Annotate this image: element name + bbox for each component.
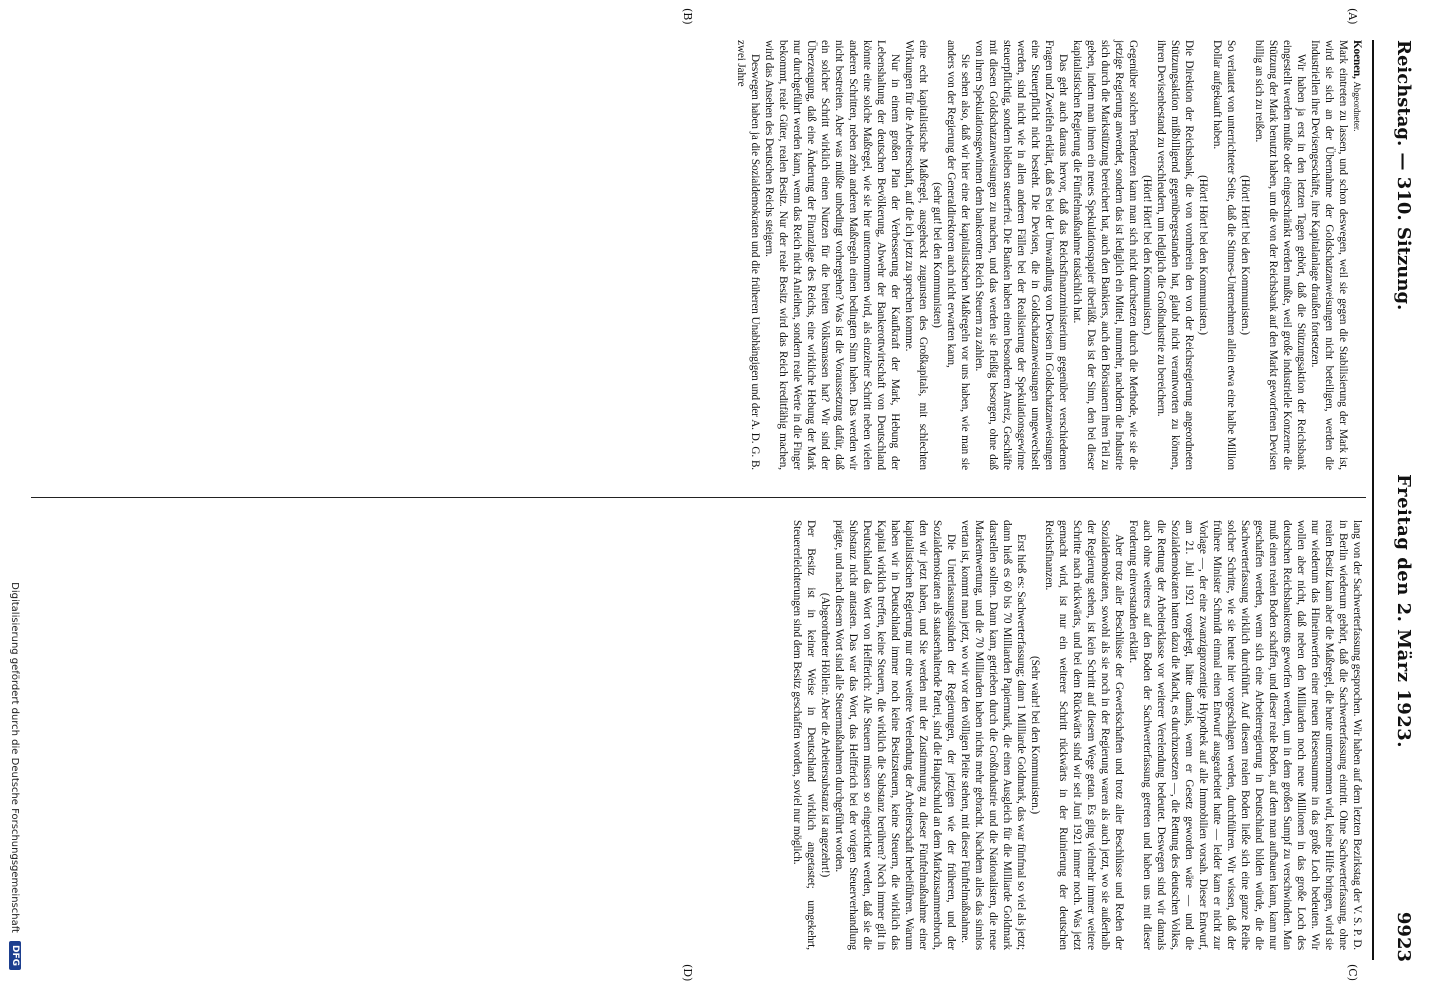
paragraph: Der Besitz ist in keiner Weise in Deutschland wirklich angetastet; umgekehrt, Steuererleichterungen sind dem Besitz geschaffen worden, soviel nur möglich. xyxy=(791,520,817,950)
paragraph: Die Unterlassungssünden der Regierungen, der jetzigen wie der früheren, und der Sozialdemokraten als staatserhaltende Partei, sind die Hauptschuld an dem Markzusammenbruch, den wir jetzt haben, und Sie werden mit der Zustimmung zu dieser Fünftelmaßnahme einer kapitalistischen Regierung nur eine weitere Verelendung der Arbeiterschaft herbeiführen. Warum haben wir in Deutschland immer noch keine Besitzsteuern, keine Steuern, die wirklich das Kapital wirklich treffen, keine Steuern, die wirklich die Substanz berühren? Noch immer gilt in Deutschland das Wort von Helfferich: Alle Steuern müssen so eingerichtet werden, daß sie die Substanz nicht antasten. Das war das Wort, das Helfferich bei der vorigen Steuerverhandlung prägte, und nach diesem Wort sind alle Steuermaßnahmen durchgeführt worden. xyxy=(833,520,957,950)
paragraph: Sie sehen also, daß wir hier eine der kapitalistischen Maßregeln vor uns haben, wie man sie anders von der Regierung der Generaldirektoren auch nicht erwarten kann, xyxy=(945,40,971,470)
paragraph: Die Direktion der Reichsbank, die von vornherein den von der Reichsregierung angeordneten Stützungsaktion mißbilligend gegenübergestanden hat, glaubt nicht verantworten zu können, ihren Devisenbestand zu verschleudern, um lediglich die Großindustrie zu bereichern. xyxy=(1155,40,1195,470)
dfg-logo: DFG xyxy=(9,941,21,970)
interjection: (Hört! Hört! bei den Kommunisten.) xyxy=(1197,175,1209,335)
page-number: 9923 xyxy=(1393,911,1415,962)
page-header xyxy=(1374,0,1434,1000)
header-date: Freitag den 2. März 1923. xyxy=(1393,474,1415,749)
credit-text: Digitalisierung gefördert durch die Deutsche Forschungsgemeinschaft xyxy=(9,582,21,933)
margin-marker-d: (D) xyxy=(681,964,694,982)
margin-marker-c: (C) xyxy=(1346,964,1359,981)
interjection: (Hört! Hört! bei den Kommunisten.) xyxy=(1141,175,1153,335)
paragraph: eine echt kapitalistische Maßregel, ausgeheckt zugunsten des Großkapitals, mit schlechten Wirkungen für die Arbeiterschaft, auf die ich jetzt zu sprechen komme. xyxy=(903,40,929,470)
header-left: Reichstag. — 310. Sitzung. xyxy=(1393,40,1415,311)
speaker-name: Koenen, xyxy=(1351,40,1363,79)
interjection: (Abgeordneter Höllein: Aber die Arbeitersubstanz ist angezehrt!) xyxy=(819,592,831,878)
paragraph: Mark eintreten zu lassen, und schon deswegen, weil sie gegen die Stabilisierung der Mark ist, wird sie sich an der Übernahme der Goldschatzanweisungen nicht beteiligen, werden die Industriellen ihre Devisengeschäfte, ihre Kapitalanlage draußen fortsetzen. xyxy=(1309,40,1349,470)
interjection: (Sehr wahr! bei den Kommunisten.) xyxy=(1029,656,1041,814)
paragraph: Wir haben ja erst in den letzten Tagen gehört, daß die Stützungsaktion der Reichsbank eingestellt werden mußte oder eingeschränkt werden mußte, weil große industrielle Konzerne die Stützung der Mark benutzt haben, um die von der Reichsbank auf den Markt geworfenen Devisen billig an sich zu reißen. xyxy=(1253,40,1307,470)
interjection: (Hört! Hört! bei den Kommunisten.) xyxy=(1239,175,1251,335)
margin-marker-a: (A) xyxy=(1346,8,1359,25)
paragraph: Aber trotz aller Beschlüsse der Gewerkschaften und trotz aller Beschlüsse und Reden der Sozialdemokraten, sowohl als sie noch in der Regierung waren als auch jetzt, wo sie außerhalb der Regierung stehen, ist kein Schritt auf diesem Wege getan. Es ging vielmehr immer weitere Schritte nach rückwärts, und bei dem Rückwärts sind wir seit Juni 1921 immer noch. Was jetzt gemacht wird, ist nur ein weiterer Schritt rückwärts in der Ruinierung der deutschen Reichsfinanzen. xyxy=(1043,520,1125,950)
digitization-credit xyxy=(0,0,30,1000)
interjection: (sehr gut! bei den Kommunisten) xyxy=(931,182,943,328)
speaker-role: Abgeordneter. xyxy=(1352,81,1362,132)
margin-marker-b: (B) xyxy=(681,8,694,25)
left-column xyxy=(734,40,1364,470)
paragraph: So verlautet von unterrichteter Seite, daß die Stinnes-Unternehmen allein etwa eine halbe Million Dollar aufgekauft haben. xyxy=(1211,40,1237,470)
paragraph: Erst hieß es: Sachwerterfassung; dann 1 Milliarde Goldmark, das war fünfmal so viel als jetzt; dann hieß es 60 bis 70 Milliarden Papiermark, die einen Ausgleich für die Milliarde Goldmark darstellen sollten. Dann kam, getrieben durch die Großindustrie und die Nationalisten, die neue Markentwertung, und die 70 Milliarden haben nichts mehr gebracht. Nachdem alles das sinnlos vertan ist, kommt man jetzt, wo wir vor den völligen Pleite stehen, mit dieser Fünftelmaßnahme. xyxy=(959,520,1027,950)
paragraph: Deswegen haben ja die Sozialdemokraten und die früheren Unabhängigen und der A. D. G. B. zwei Jahre xyxy=(735,40,761,470)
header-rule xyxy=(1372,40,1374,960)
paragraph: Gegenüber solchen Tendenzen kann man sich nicht durchsetzen durch die Methode, wie sie die jetzige Regierung anwendet, sondern das ist lediglich ein Mittel, nunmehr, nachdem die Industrie sich durch die Markstützung bereichert hat, auch den Bankiers, auch den Börsianern ihren Teil zu geben, indem man ihnen ein neues Spekulationspapier überläßt. Das ist der Sinn, den bei dieser kapitalistischen Regierung die Fünftelmaßnahme tatsächlich hat. xyxy=(1071,40,1139,470)
paragraph: Das geht auch daraus hervor, daß das Reichsfinanzministerium gegenüber verschiedenen Fragen und Zweifeln erklärt, daß es bei der Umwandlung von Devisen in Goldschatzanweisungen eine Steuerpflicht nicht besteht. Die Devisen, die in Goldschatzanweisungen umgewechselt werden, sind nicht wie in allen anderen Fällen bei der Realisierung der Spekulationsgewinne steuerpflichtig, sondern bleiben steuerfrei. Die Banken haben einen besonderen Anreiz, Geschäfte mit diesen Goldschatzanweisungen zu machen, und das werden sie fleißig besorgen, ohne daß von ihren Spekulationsgewinnen dem bankerotten Reich Steuern zu zahlen. xyxy=(973,40,1069,470)
right-column xyxy=(790,520,1364,950)
paragraph: Nur in einem großen Plan der Verbesserung der Kaufkraft der Mark, Hebung der Lebenshaltung der deutschen Bevölkerung, Abwehr der Bankerottwirtschaft von Deutschland könnte eine solche Maßregel, wie sie hier unternommen wird, als einzelner Schritt neben vielen anderen Schritten, neben zehn anderen Maßregeln einen bedingten Sinn haben. Das werden wir nicht bestreiten. Aber was müßte unbedingt vorhergehen? Was ist die Voraussetzung dafür, daß ein solcher Schritt wirklich einen Nutzen für die breiten Volksmassen hat? Wir sind der Überzeugung, daß eine Änderung der Finanzlage des Reichs, eine wirkliche Hebung der Mark nur durchgeführt werden kann, wenn das Reich nicht Anleihen, sondern reale Werte in die Finger bekommt, reale Güter, realen Besitz. Nur der reale Besitz wird das Reich kreditfähig machen, wird das Ansehen des Deutschen Reichs steigern. xyxy=(763,40,901,470)
column-separator xyxy=(31,497,1366,498)
speaker-line xyxy=(1350,40,1364,470)
paragraph: lang von der Sachwerterfassung gesprochen. Wir haben auf dem letzten Bezirkstag der V. S. P. D. in Berlin wiederum gehört, daß die Sachwerterfassung eintritt. Ohne Sachwerterfassung, ohne realen Besitz kann aber die Maßregel, die heute unternommen wird, keine Hilfe bringen, wird sie nur wiederum das Hineinwerfen einer neuen Riesensumme in das große Loch bedeuten. Wir wollen aber nicht, daß neben den Milliarden noch neue Millionen in das große Loch des deutschen Reichsbankerotts geworfen werden, um in dem großen Sumpf zu verschwinden. Man muß einen realen Boden schaffen, und dieser reale Boden, auf dem man aufbauen kann, kann nur geschaffen werden, wenn sich eine Arbeiterregierung in Deutschland bilden würde, die die Sachwerterfassung wirklich durchführt. Auf diesem realen Boden ließe sich eine ganze Reihe solcher Schritte, wie sie heute hier vorgeschlagen werden, durchführen. Wir wissen, daß der frühere Minister Schmidt einmal einen Entwurf ausgearbeitet hatte — leider kam er nicht zur Vorlage —, der eine zwanzigprozentige Hypothek auf alle Immobilien vorsah. Dieser Entwurf, am 21. Juli 1921 vorgelegt, hätte damals, wenn er Gesetz geworden wäre — und die Sozialdemokraten hatten dazu die Macht, es durchzusetzen —, die Rettung des deutschen Volkes, die Rettung der Arbeiterklasse vor weiterer Verelendung bedeutet. Deswegen sind wir damals auch ohne weiteres auf den Boden der Sachwerterfassung getreten und haben uns mit dieser Forderung einverstanden erklärt. xyxy=(1127,520,1363,950)
